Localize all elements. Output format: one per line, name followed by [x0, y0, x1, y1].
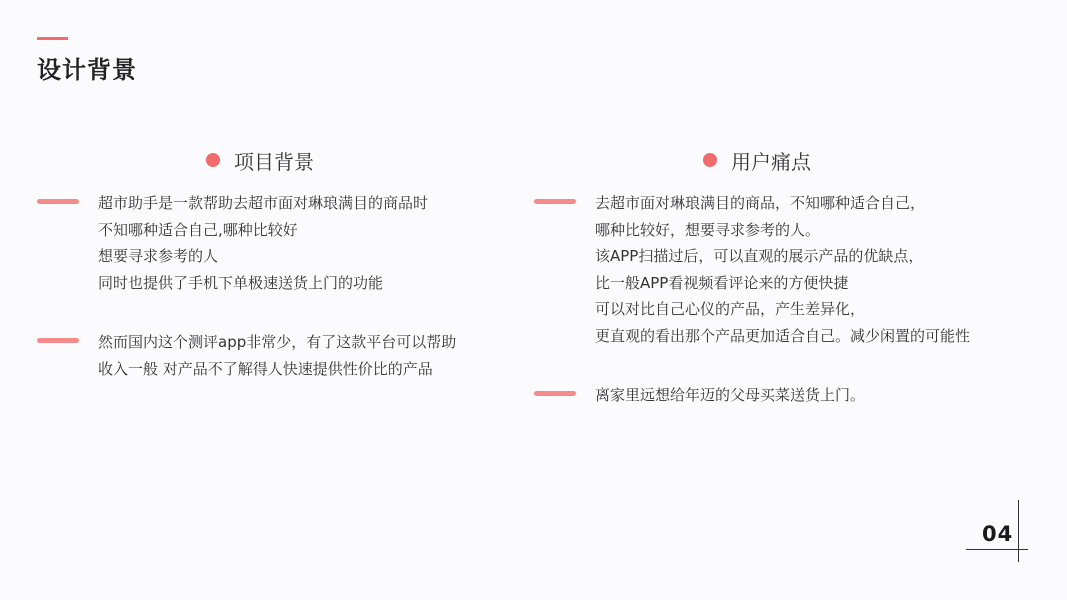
item-text-block — [98, 329, 456, 382]
item-line: 想要寻求参考的人 — [98, 247, 219, 265]
item-line: 收入一般 对产品不了解得人快速提供性价比的产品 — [98, 359, 433, 378]
title-accent-bar — [37, 37, 68, 40]
item-line: 比一般APP看视频看评论来的方便快捷 — [595, 273, 849, 292]
item-line: 该APP扫描过后，可以直观的展示产品的优缺点， — [595, 247, 924, 265]
bullet-dot-icon — [703, 153, 717, 167]
page-number: 04 — [982, 522, 1014, 546]
dash-marker-icon — [534, 199, 576, 204]
item-line: 同时也提供了手机下单极速送货上门的功能 — [98, 273, 384, 292]
item-line: 更直观的看出那个产品更加适合自己。减少闲置的可能性 — [595, 326, 971, 345]
item-line: 超市助手是一款帮助去超市面对琳琅满目的商品时 — [98, 194, 429, 212]
item-line: 去超市面对琳琅满目的商品，不知哪种适合自己， — [595, 194, 926, 212]
page-title: 设计背景 — [37, 56, 137, 84]
item-text-block — [98, 190, 428, 296]
item-line: 可以对比自己心仪的产品，产生差异化， — [595, 300, 866, 318]
bullet-dot-icon — [206, 153, 220, 167]
section-heading-label: 项目背景 — [234, 149, 314, 174]
corner-vertical-rule — [1018, 500, 1019, 562]
item-text-block — [595, 190, 970, 349]
corner-horizontal-rule — [966, 549, 1028, 550]
item-line: 哪种比较好，想要寻求参考的人。 — [595, 220, 821, 239]
item-line: 离家里远想给年迈的父母买菜送货上门。 — [595, 386, 866, 404]
dash-marker-icon — [534, 391, 576, 396]
dash-marker-icon — [37, 199, 79, 204]
section-heading-project-background — [206, 146, 314, 174]
item-line: 不知哪种适合自己,哪种比较好 — [98, 220, 298, 239]
section-heading-user-pain-points — [703, 146, 811, 174]
section-heading-label: 用户痛点 — [731, 149, 811, 174]
item-text-block — [595, 382, 865, 409]
dash-marker-icon — [37, 338, 79, 343]
item-line: 然而国内这个测评app非常少，有了这款平台可以帮助 — [98, 333, 457, 351]
